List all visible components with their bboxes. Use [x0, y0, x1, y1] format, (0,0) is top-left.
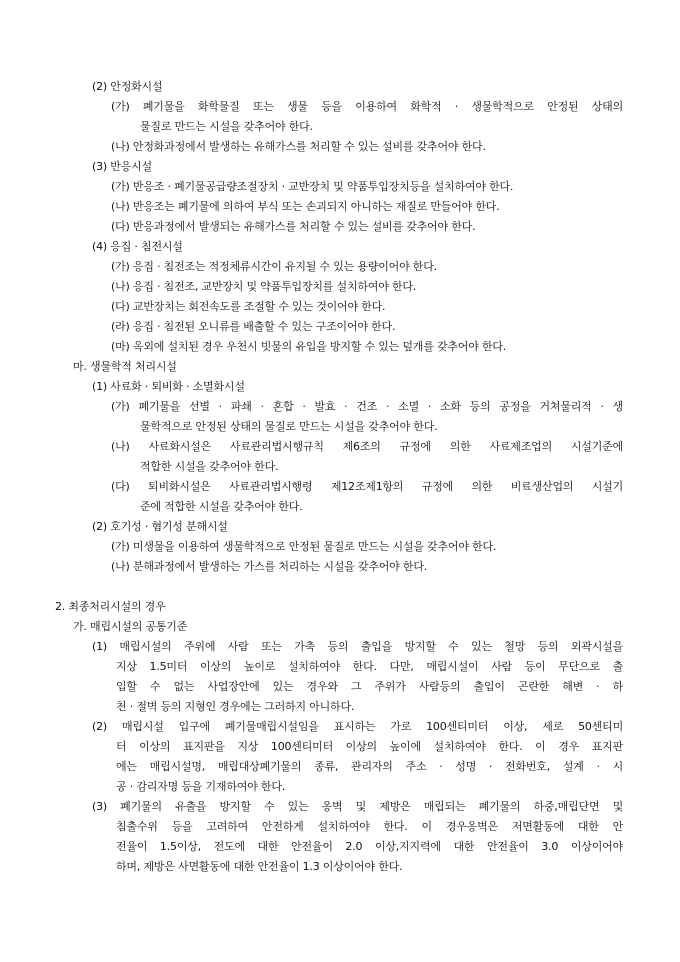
list-item-continuation: 에는 매립시설명, 매립대상폐기물의 종류, 관리자의 주소 · 성명 · 전화번호, 설계 · 시 — [116, 760, 623, 773]
subsection-heading: (2) 호기성 · 혐기성 분해시설 — [92, 520, 228, 533]
list-item-continuation: 공 · 감리자명 등을 기재하여야 한다. — [116, 780, 286, 793]
list-item-continuation: 침출수위 등을 고려하여 안전하게 설치하여야 한다. 이 경우옹벽은 저면활동에 대한 안 — [116, 820, 623, 833]
list-item: (다) 반응과정에서 발생되는 유해가스를 처리할 수 있는 설비를 갖추어야 한다. — [111, 220, 476, 233]
list-item-continuation: 물질로 만드는 시설을 갖추어야 한다. — [140, 120, 313, 133]
subsection-heading: (2) 안정화시설 — [92, 80, 163, 93]
list-item: (다) 교반장치는 회전속도를 조절할 수 있는 것이어야 한다. — [111, 300, 386, 313]
list-item: (2) 매립시설 입구에 폐기물매립시설임을 표시하는 가로 100센티미터 이상, 세로 50센티미 — [92, 720, 623, 733]
list-item: (나) 응집 · 침전조, 교반장치 및 약품투입장치를 설치하여야 한다. — [111, 280, 417, 293]
subsection-heading: (3) 반응시설 — [92, 160, 152, 173]
list-item: (1) 매립시설의 주위에 사람 또는 가축 등의 출입을 방지할 수 있는 철망 등의 외곽시설을 — [92, 640, 623, 653]
chapter-heading: 2. 최종처리시설의 경우 — [55, 600, 166, 613]
list-item: (나) 반응조는 폐기물에 의하여 부식 또는 손괴되지 아니하는 재질로 만들어야 한다. — [111, 200, 500, 213]
list-item-continuation: 물학적으로 안정된 상태의 물질로 만드는 시설을 갖추어야 한다. — [140, 420, 438, 433]
list-item: (가) 반응조 · 폐기물공급량조절장치 · 교반장치 및 약품투입장치등을 설치하여야 한다. — [111, 180, 514, 193]
section-heading: 마. 생물학적 처리시설 — [73, 360, 177, 373]
list-item-continuation: 터 이상의 표지판을 지상 100센티미터 이상의 높이에 설치하여야 한다. 이 경우 표지판 — [116, 740, 623, 753]
list-item: (라) 응집 · 침전된 오니류를 배출할 수 있는 구조이어야 한다. — [111, 320, 396, 333]
list-item-continuation: 지상 1.5미터 이상의 높이로 설치하여야 한다. 다만, 매립시설이 사람 등이 무단으로 출 — [116, 660, 623, 673]
list-item-continuation: 전율이 1.5이상, 전도에 대한 안전율이 2.0 이상,지지력에 대한 안전율이 3.0 이상이어야 — [116, 840, 623, 853]
subsection-heading: (4) 응집 · 침전시설 — [92, 240, 183, 253]
list-item-continuation: 적합한 시설을 갖추어야 한다. — [140, 460, 279, 473]
list-item: (가) 응집 · 침전조는 적정체류시간이 유지될 수 있는 용량이어야 한다. — [111, 260, 437, 273]
list-item: (나) 분해과정에서 발생하는 가스를 처리하는 시설을 갖추어야 한다. — [111, 560, 428, 573]
list-item: (나) 안정화과정에서 발생하는 유해가스를 처리할 수 있는 설비를 갖추어야 한다. — [111, 140, 486, 153]
list-item-continuation: 준에 적합한 시설을 갖추어야 한다. — [140, 500, 303, 513]
section-heading: 가. 매립시설의 공통기준 — [73, 620, 188, 633]
list-item: (가) 미생물을 이용하여 생물학적으로 안정된 물질로 만드는 시설을 갖추어야 한다. — [111, 540, 497, 553]
list-item: (가) 폐기물을 화학물질 또는 생물 등을 이용하여 화학적 · 생물학적으로 안정된 상태의 — [111, 100, 623, 113]
list-item-continuation: 하며, 제방은 사면활동에 대한 안전율이 1.3 이상이어야 한다. — [116, 860, 403, 873]
list-item: (3) 폐기물의 유출을 방지할 수 있는 옹벽 및 제방은 매립되는 폐기물의 하중,매립단면 및 — [92, 800, 623, 813]
list-item: (다) 퇴비화시설은 사료관리법시행령 제12조제1항의 규정에 의한 비료생산업의 시설기 — [111, 480, 623, 493]
list-item-continuation: 입할 수 없는 사업장안에 있는 경우와 그 주위가 사람등의 출입이 곤란한 해변 · 하 — [116, 680, 623, 693]
list-item: (가) 폐기물을 선별 · 파쇄 · 혼합 · 발효 · 건조 · 소멸 · 소화 등의 공정을 거쳐물리적 · 생 — [111, 400, 623, 413]
subsection-heading: (1) 사료화 · 퇴비화 · 소멸화시설 — [92, 380, 245, 393]
list-item: (나) 사료화시설은 사료관리법시행규칙 제6조의 규정에 의한 사료제조업의 시설기준에 — [111, 440, 623, 453]
list-item: (마) 옥외에 설치된 경우 우천시 빗물의 유입을 방지할 수 있는 덮개를 갖추어야 한다. — [111, 340, 507, 353]
list-item-continuation: 천 · 절벽 등의 지형인 경우에는 그러하지 아니하다. — [116, 700, 355, 713]
